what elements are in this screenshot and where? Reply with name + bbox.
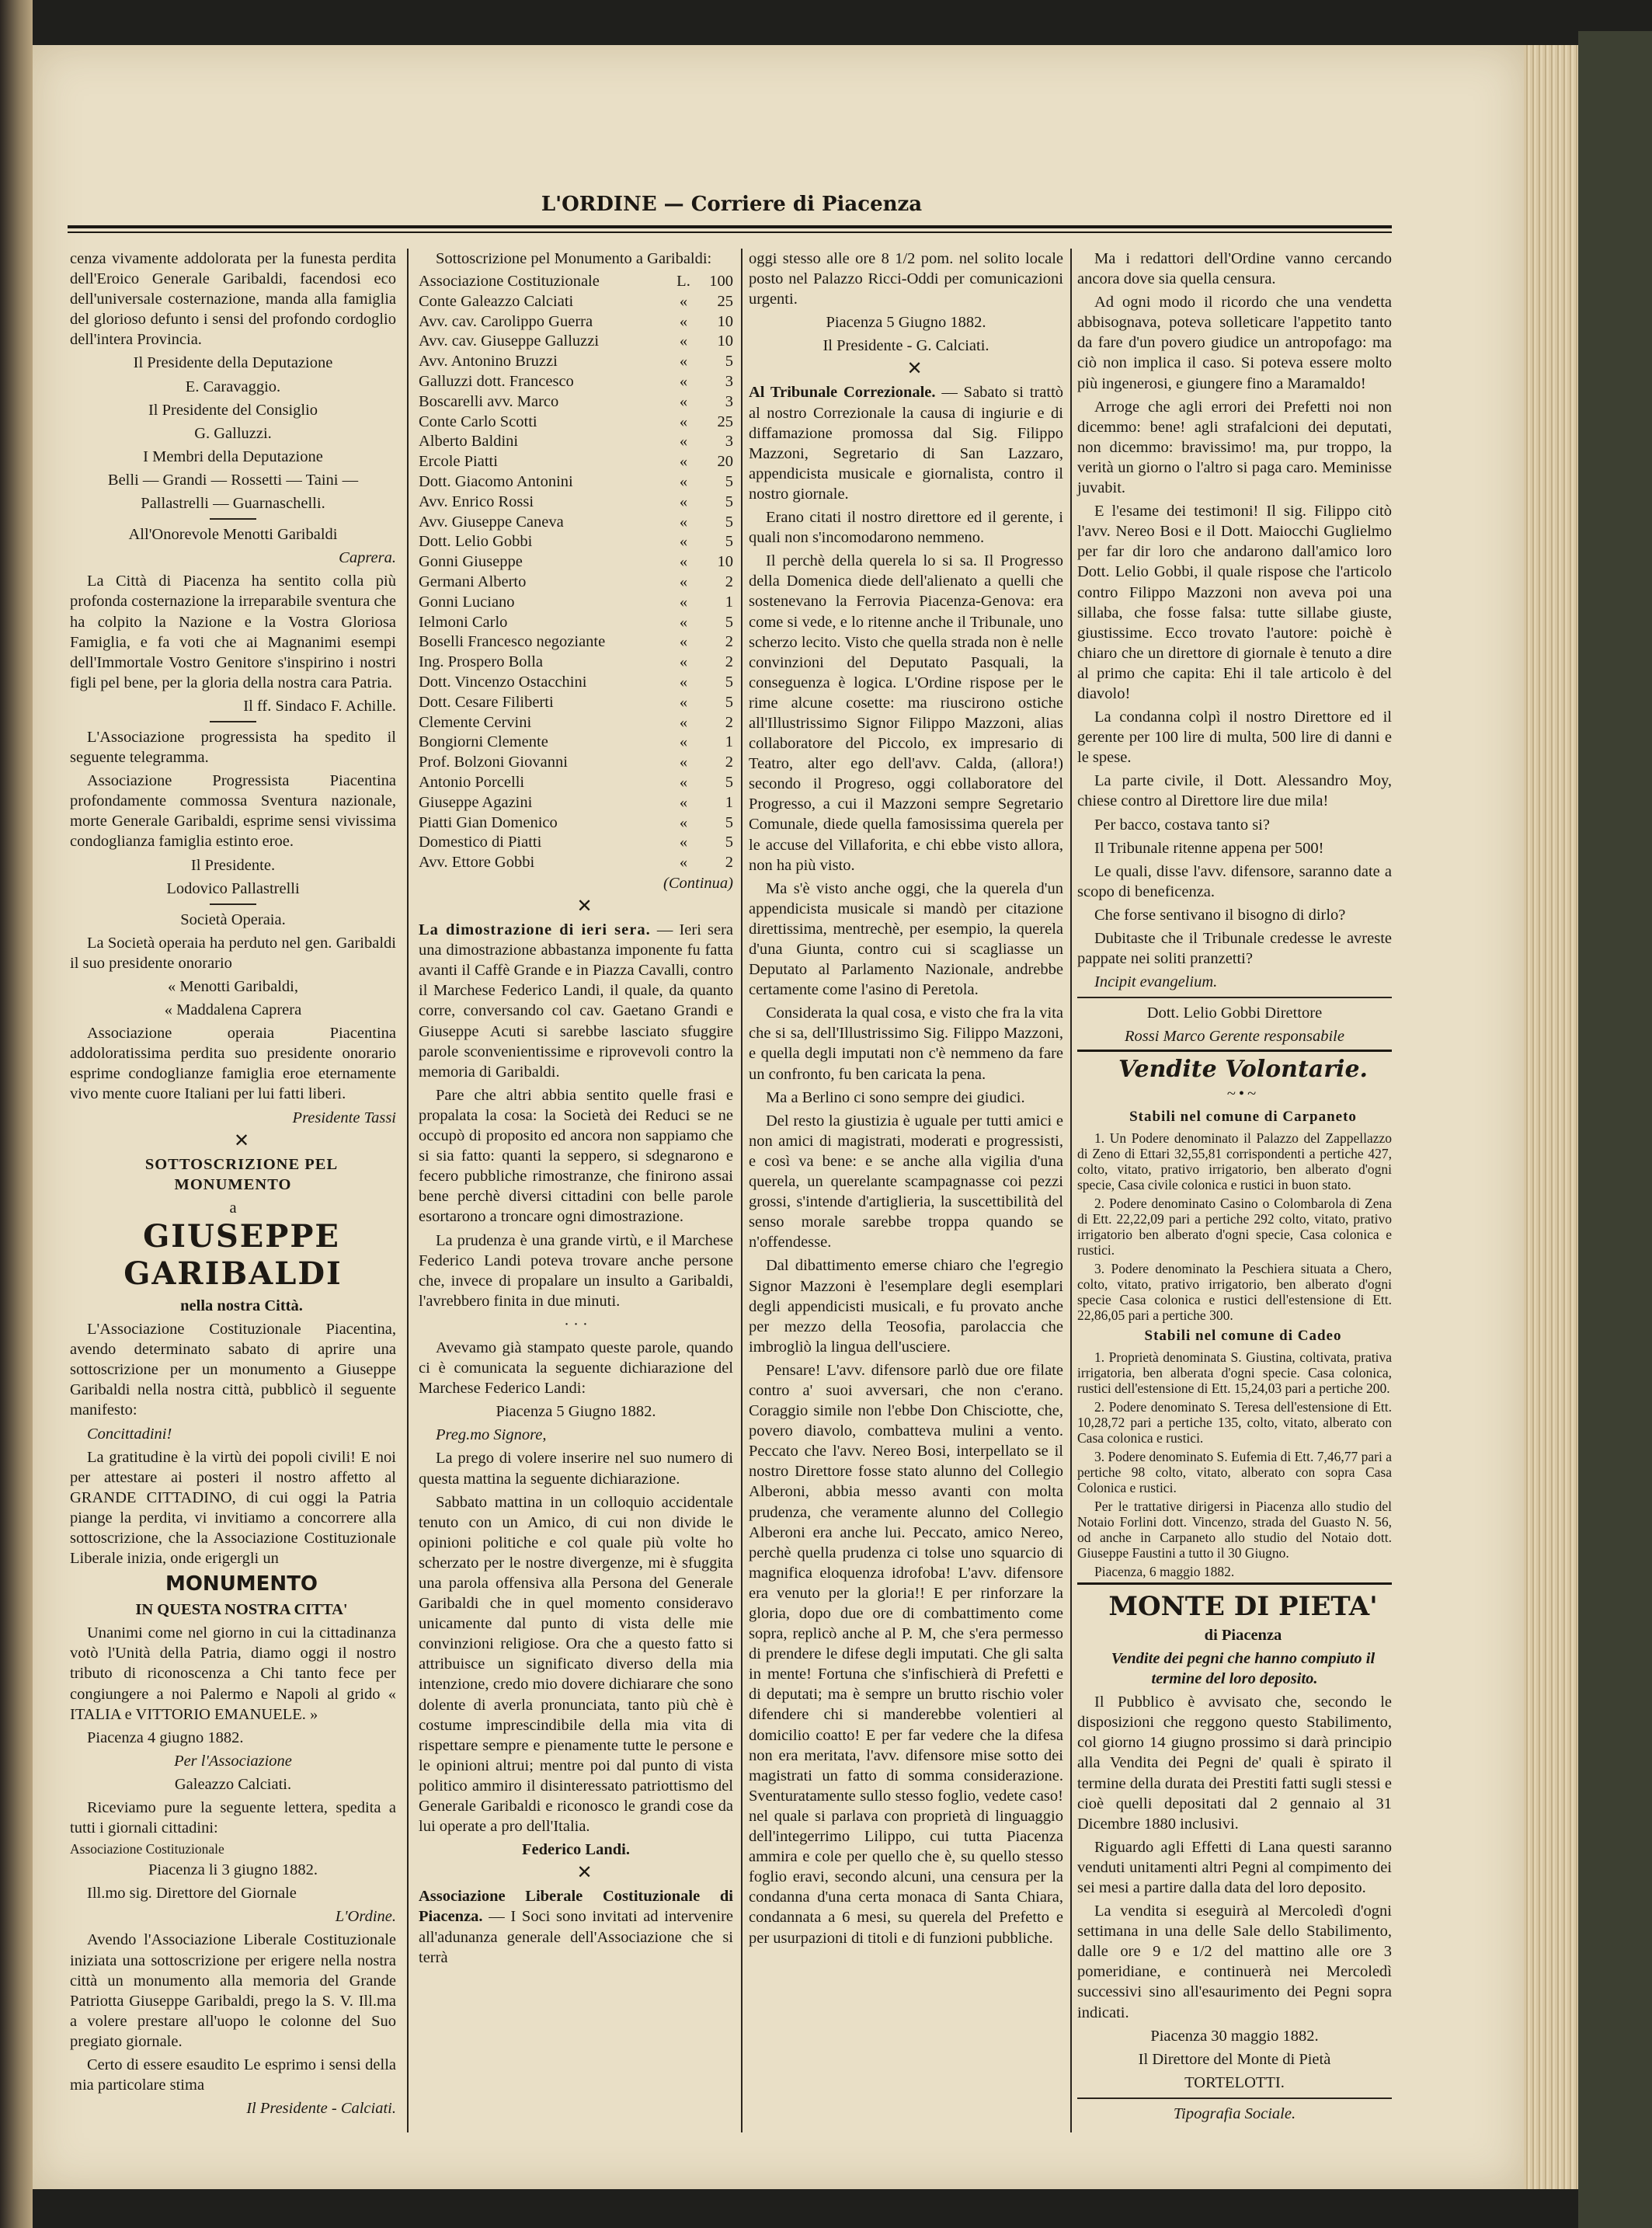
currency-mark: « bbox=[679, 453, 688, 471]
subscriber-name: Giuseppe Agazini bbox=[419, 793, 533, 811]
paragraph: Certo di essere esaudito Le esprimo i sensi della mia particolare stima bbox=[70, 2056, 396, 2094]
amount: 1 bbox=[725, 593, 733, 611]
currency-mark: « bbox=[679, 834, 688, 851]
signature: Lodovico Pallastrelli bbox=[166, 879, 300, 897]
signature: Il ff. Sindaco F. Achille. bbox=[243, 697, 396, 715]
paragraph: Unanimi come nel giorno in cui la cittadinanza votò l'Unità della Patria, diamo oggi il nostro tributo di riconoscenza a Chi tanto fece per congiungere a noi Palermo e Napoli al grido « ITALIA e VITTORIO EMANUELE. » bbox=[70, 1624, 396, 1723]
currency-mark: « bbox=[679, 573, 688, 591]
currency-mark: « bbox=[679, 713, 688, 731]
paragraph: Le quali, disse l'avv. difensore, saranno date a scopo di beneficenza. bbox=[1077, 862, 1392, 900]
paragraph: La vendita si eseguirà al Mercoledì d'ogni settimana in una delle Sale dello Stabilimento, dalle ore 9 e 1/2 del mattino alle ore 3 pomeridiane, e continuerà nei Mercoledì successivi sino all'esaurimento dei Pegni sopra indicati. bbox=[1077, 1903, 1392, 2021]
paragraph: Riguardo agli Effetti di Lana questi saranno venduti unitamenti altri Pegni al compimento dei sei mesi a partire dalla data del loro deposito. bbox=[1077, 1838, 1392, 1896]
subscription-row bbox=[419, 352, 733, 372]
amount: 10 bbox=[717, 312, 733, 330]
subscriber-name: Avv. Giuseppe Caneva bbox=[419, 513, 564, 531]
paragraph: E l'esame dei testimoni! Il sig. Filippo citò l'avv. Nereo Bosi e il Dott. Maiocchi Guglielmo per far dir loro che andarono dall'amico loro Dott. Lelio Gobbi, il quale rispose che l'articolo contro Filippo Mazzoni non aveva poi una sillaba, che fosse falsa: tutte sillabe giuste, giustissime. Ecco trovato l'autore: poichè è chiaro che un direttore di giornale è tenuto a dire al primo che capita: Ehi il tale articolo è del diavolo! bbox=[1077, 503, 1392, 702]
subscription-row bbox=[419, 413, 733, 433]
amount: 5 bbox=[725, 834, 733, 851]
ornament: ~•~ bbox=[1226, 1084, 1260, 1102]
amount: 5 bbox=[725, 353, 733, 371]
currency-mark: « bbox=[679, 813, 688, 831]
paragraph: Incipit evangelium. bbox=[1094, 973, 1218, 991]
amount: 1 bbox=[725, 793, 733, 811]
column-divider-1 bbox=[407, 249, 409, 2132]
ad-item: 2. Podere denominato Casino o Colombarola di Zena di Ett. 22,22,09 pari a pertiche 292 colto, vitato, prativo irrigatorio ben alberato d'ogni specie, Casa colonica e rustici. bbox=[1077, 1195, 1392, 1258]
paragraph: Pare che altri abbia sentito quelle frasi e propalata la cosa: la Società dei Reduci se ne occupò di proposito ed ancora non sappiamo che si sia fatto: quanti la seppero, si sdegnarono e fecero pubbliche rimostranze, che finirono assai bene perchè diversi cittadini con belle parole esortarono a troncare ogni dimostrazione. bbox=[419, 1086, 733, 1226]
paragraph: Considerata la qual cosa, e visto che fra la vita che si sa, dell'Illustrissimo Sig. Filippo Mazzoni, e quella degli imputati non c'è nemmeno da fare un confronto, fu ben caricata la pena. bbox=[749, 1004, 1063, 1083]
section-title: Società Operaia. bbox=[180, 910, 286, 928]
subscriber-name: Conte Galeazzo Calciati bbox=[419, 292, 574, 310]
quote-line: « Menotti Garibaldi, bbox=[168, 978, 298, 995]
salutation: Preg.mo Signore, bbox=[436, 1426, 547, 1444]
short-rule bbox=[210, 721, 256, 722]
ad-item: 1. Un Podere denominato il Palazzo del Zappellazzo di Zeno di Ettari 32,55,81 corrispondenti a pertiche 427, colto, vitato, prativo irrigatorio, ben alberato d'ogni specie, Casa civile colonica e rustici in buon stato. bbox=[1077, 1130, 1392, 1192]
signature: Presidente Tassi bbox=[292, 1109, 396, 1126]
currency-mark: « bbox=[679, 693, 688, 711]
currency-mark: « bbox=[679, 674, 688, 691]
signature: Pallastrelli — Guarnaschelli. bbox=[141, 495, 325, 513]
subscriber-name: Avv. cav. Carolippo Guerra bbox=[419, 312, 593, 330]
amount: 2 bbox=[725, 573, 733, 591]
signature: Il Direttore del Monte di Pietà bbox=[1138, 2050, 1331, 2068]
paragraph: Dal dibattimento emerse chiaro che l'egregio Signor Mazzoni è l'esemplare degli esemplari degli appendicisti musicali, e fu provato anche per mezzo della Teosofia, parolaccia che imbrogliò la lingua dell'usciere. bbox=[749, 1257, 1063, 1356]
subscriber-name: Clemente Cervini bbox=[419, 713, 532, 731]
column-1 bbox=[70, 249, 396, 2122]
subscriber-name: Boscarelli avv. Marco bbox=[419, 392, 559, 410]
currency-mark: « bbox=[679, 292, 688, 310]
subscription-row bbox=[419, 493, 733, 513]
paragraph: L'Associazione progressista ha spedito il seguente telegramma. bbox=[70, 728, 396, 767]
paragraph: La prego di volere inserire nel suo numero di questa mattina la seguente dichiarazione. bbox=[419, 1450, 733, 1488]
paragraph: Che forse sentivano il bisogno di dirlo? bbox=[1094, 906, 1346, 924]
subscriber-name: Dott. Vincenzo Ostacchini bbox=[419, 674, 587, 691]
ad-item: 3. Podere denominato la Peschiera situata a Chero, colto, vitato, prativo irrigatorio, ben alberato d'ogni specie Casa colonica e rustici dell'estensione di Ett. 22,86,05 pari a pertiche 300. bbox=[1077, 1260, 1392, 1323]
article-heading: Associazione Liberale Costituzionale di Piacenza. bbox=[419, 1888, 733, 1926]
signature: Il Presidente - G. Calciati. bbox=[823, 337, 989, 355]
ad-item: 1. Proprietà denominata S. Giustina, coltivata, prativa irrigatoria, ben alberata d'ogni specie. Casa colonica, rustici dell'estensione di Ett. 15,24,03 pari a pertiche 200. bbox=[1077, 1349, 1392, 1396]
subscription-row bbox=[419, 793, 733, 813]
signature-manager: Rossi Marco Gerente responsabile bbox=[1125, 1028, 1344, 1046]
currency-mark: « bbox=[679, 312, 688, 330]
amount: 5 bbox=[725, 693, 733, 711]
masthead-rule-bottom bbox=[68, 232, 1392, 233]
addressee: All'Onorevole Menotti Garibaldi bbox=[128, 526, 338, 544]
currency-mark: « bbox=[679, 553, 688, 571]
ad-subheading: di Piacenza bbox=[1204, 1626, 1282, 1644]
subscription-row bbox=[419, 573, 733, 593]
signature: Il Presidente - Calciati. bbox=[246, 2100, 396, 2118]
quote-line: « Maddalena Caprera bbox=[164, 1001, 302, 1019]
subscription-row bbox=[419, 853, 733, 873]
subscriber-name: Avv. Ettore Gobbi bbox=[419, 854, 535, 872]
currency-mark: « bbox=[679, 754, 688, 771]
currency-mark: « bbox=[679, 473, 688, 491]
paragraph: Ad ogni modo il ricordo che una vendetta abbisognava, poteva solleticare l'appetito tanto da fare d'un povero giudice un antropofago: ma ciò non implica il caso. Si poteva essere molto più ingenerosi, e giungere fino a Maramaldo! bbox=[1077, 294, 1392, 392]
paragraph: Avendo l'Associazione Liberale Costituzionale iniziata una sottoscrizione per erigere nella nostra città un monumento alla memoria del Grande Patriotta Giuseppe Garibaldi, prego la S. V. Ill.ma a volere prestare all'uopo le colonne del Suo pregiato giornale. bbox=[70, 1931, 396, 2050]
paragraph: Il Tribunale ritenne appena per 500! bbox=[1094, 839, 1324, 857]
amount: 10 bbox=[717, 332, 733, 350]
addressee: L'Ordine. bbox=[335, 1908, 396, 1926]
ad-item: Per le trattative dirigersi in Piacenza allo studio del Notaio Forlini dott. Vincenzo, strada del Guasto N. 56, od anche in Carpaneto allo studio del Notaio dott. Giuseppe Faustini a tutto il 30 Giugno. bbox=[1077, 1498, 1392, 1561]
subscription-row bbox=[419, 713, 733, 733]
column-divider-2 bbox=[741, 249, 743, 2132]
subscription-list bbox=[419, 272, 733, 873]
subscription-row bbox=[419, 833, 733, 853]
amount: 5 bbox=[725, 813, 733, 831]
subscriber-name: Avv. Enrico Rossi bbox=[419, 493, 534, 510]
subheading: nella nostra Città. bbox=[180, 1297, 303, 1314]
currency-mark: « bbox=[679, 854, 688, 872]
paragraph: cenza vivamente addolorata per la funesta perdita dell'Eroico Generale Garibaldi, facendosi eco dell'universale costernazione, manda alla famiglia del glorioso defunto i sensi del profondo cordoglio dell'intera Provincia. bbox=[70, 250, 396, 349]
currency-mark: « bbox=[679, 513, 688, 531]
letterhead: Associazione Costituzionale bbox=[70, 1841, 224, 1857]
signature: Per l'Associazione bbox=[174, 1752, 292, 1770]
paragraph: — Ieri sera una dimostrazione abbastanza imponente fu fatta avanti il Caffè Grande e in Piazza Cavalli, contro il Marchese Federico Landi, il quale, da quanto corre, conversando col cav. Gaetano Grandi e Giuseppe Acuti si sarebbe lasciato sfuggire parole sconvenientissime e riprovevoli contro la memoria di Garibaldi. bbox=[419, 921, 733, 1081]
amount: 5 bbox=[725, 674, 733, 691]
column-2 bbox=[419, 249, 733, 1971]
amount: 25 bbox=[717, 292, 733, 310]
printer-credit: Tipografia Sociale. bbox=[1173, 2104, 1296, 2122]
cross-separator: ✕ bbox=[576, 896, 593, 917]
subscriber-name: Prof. Bolzoni Giovanni bbox=[419, 754, 568, 771]
signature: Belli — Grandi — Rossetti — Taini — bbox=[107, 471, 359, 489]
paragraph: Il Pubblico è avvisato che, secondo le disposizioni che reggono questo Stabilimento, col giorno 14 giugno prossimo si darà principio alla Vendita dei Pegni de' quali è spirato il termine della durata dei Prestiti fatti sugli stessi e cioè quelli depositati dal 2 gennaio al 31 Dicembre 1880 inclusivi. bbox=[1077, 1694, 1392, 1833]
paragraph: oggi stesso alle ore 8 1/2 pom. nel solito locale posto nel Palazzo Ricci-Oddi per comunicazioni urgenti. bbox=[749, 250, 1063, 308]
paragraph: Associazione operaia Piacentina addoloratissima perdita suo presidente onorario esprime condoglianze famiglia eroe eternamente vivo mente cuore Italiani per lui fatti liberi. bbox=[70, 1025, 396, 1103]
currency-mark: « bbox=[679, 533, 688, 551]
subscription-row bbox=[419, 653, 733, 673]
amount: 5 bbox=[725, 774, 733, 792]
amount: 2 bbox=[725, 653, 733, 671]
paragraph: Associazione Progressista Piacentina profondamente commossa Sventura nazionale, morte Generale Garibaldi, esprime sensi vivissima condoglianza famiglia estinto eroe. bbox=[70, 772, 396, 851]
currency-mark: « bbox=[679, 653, 688, 671]
amount: 3 bbox=[725, 373, 733, 391]
subscription-row bbox=[419, 292, 733, 312]
subscriber-name: Gonni Giuseppe bbox=[419, 553, 523, 571]
heading-monumento: MONUMENTO bbox=[165, 1572, 318, 1596]
amount: 3 bbox=[725, 433, 733, 451]
ad-item: 3. Podere denominato S. Eufemia di Ett. 7,46,77 pari a pertiche 98 colto, vitato, alberato con sopra Casa Colonica e rustici. bbox=[1077, 1448, 1392, 1495]
currency-mark: « bbox=[679, 633, 688, 651]
paragraph: La parte civile, il Dott. Alessandro Moy, chiese contro al Direttore lire due mila! bbox=[1077, 772, 1392, 810]
subscriber-name: Dott. Giacomo Antonini bbox=[419, 473, 573, 491]
paragraph: Avevamo già stampato queste parole, quando ci è comunicata la seguente dichiarazione del Marchese Federico Landi: bbox=[419, 1339, 733, 1398]
short-rule bbox=[210, 518, 256, 520]
signature: TORTELOTTI. bbox=[1184, 2073, 1285, 2091]
heading-small: a bbox=[229, 1199, 237, 1217]
salutation: Concittadini! bbox=[87, 1425, 172, 1443]
paragraph: Arroge che agli errori dei Prefetti noi non dicemmo: bene! agli strafalcioni dei deputati, non dicemmo: bravissimo! ma, pur troppo, la verità un giorno o l'altro si paga caro. Meminisse juvabit. bbox=[1077, 398, 1392, 497]
subscriber-name: Bongiorni Clemente bbox=[419, 733, 548, 751]
book-spine-left bbox=[0, 0, 33, 2228]
subscriber-name: Boselli Francesco negoziante bbox=[419, 633, 606, 651]
heading: SOTTOSCRIZIONE PEL MONUMENTO bbox=[144, 1155, 339, 1193]
amount: 2 bbox=[725, 633, 733, 651]
continued-note: (Continua) bbox=[663, 875, 733, 892]
currency-mark: « bbox=[679, 433, 688, 451]
ad-subheading: Vendite dei pegni che hanno compiuto il termine del loro deposito. bbox=[1111, 1649, 1376, 1688]
column-3 bbox=[749, 249, 1063, 1951]
paragraph: Dubitaste che il Tribunale credesse le avreste pappate nei soliti pranzetti? bbox=[1077, 930, 1392, 968]
addressee-place: Caprera. bbox=[339, 549, 396, 567]
signature-director: Dott. Lelio Gobbi Direttore bbox=[1146, 1004, 1323, 1022]
subscriber-name: Avv. cav. Giuseppe Galluzzi bbox=[419, 332, 600, 350]
amount: 2 bbox=[725, 754, 733, 771]
book-cover-board bbox=[1578, 31, 1652, 2228]
subscriber-name: Ielmoni Carlo bbox=[419, 613, 508, 631]
currency-mark: « bbox=[679, 613, 688, 631]
signature: Federico Landi. bbox=[522, 1841, 630, 1859]
subscription-row bbox=[419, 632, 733, 653]
subscription-row bbox=[419, 472, 733, 493]
amount: 2 bbox=[725, 854, 733, 872]
ad-item: 2. Podere denominato S. Teresa dell'estensione di Ett. 10,28,72 pari a pertiche 135, colto, vitato, alberato con Casa colonica e rustici. bbox=[1077, 1398, 1392, 1446]
paragraph: La condanna colpì il nostro Direttore ed il gerente per 100 lire di multa, 500 lire di danni e le spese. bbox=[1077, 708, 1392, 767]
subscriber-name: Ercole Piatti bbox=[419, 453, 498, 471]
subscriber-name: Gonni Luciano bbox=[419, 593, 515, 611]
currency-mark: « bbox=[679, 774, 688, 792]
subscriber-name: Domestico di Piatti bbox=[419, 834, 542, 851]
paragraph: Pensare! L'avv. difensore parlò due ore filate contro a' suoi avversari, che non c'erano. Coraggio simile non l'ebbe Don Chisciotte, che, povero diavolo, combatteva mulini a vento. Peccato che l'avv. Nereo Bosi, interpellato se il nostro Direttore fosse stato alunno del Collegio Alberoni, abbia messo avanti con molta prudenza, che veramente alunno del Collegio Alberoni era anche lui. Peccato, amico Nereo, perchè quella prudenza ci tolse uno squarcio di magnifica eloquenza idrofoba! L'avv. difensore era venuto per la gloria!! E per rinforzare la gloria, dopo due ore di combattimento come sopra, replicò anche al P. M, che s'era permesso di prendere le difese degli imputati. Che gli salta in mente! Fortuna che s'infischierà di Prefetti e di deputati; ma è sempre un brutto rischio voler difendere chi si manderebbe volentieri al domicilio coatto! E per far vedere che la difesa non era meritata, l'avv. difensore mise sotto dei magistrati un fatto di somma considerazione. Sventuratamente sullo stesso foglio, vedete caso! nel quale si parlava con proprietà di linguaggio dell'integerrimo Lilippo, cui tutta Piacenza ammira e cole per quello che è, su quello stesso foglio eravi, secondo alcuni, una censura per la condanna d'una certa monaca di Santa Chiara, condannata a 6 mesi, su querela del Prefetto e per usurpazioni di titoli e di funzioni pubbliche. bbox=[749, 1361, 1063, 1947]
page-edges bbox=[1524, 45, 1578, 2189]
currency-mark: « bbox=[679, 353, 688, 371]
dateline: Piacenza li 3 giugno 1882. bbox=[148, 1861, 318, 1879]
paragraph: Per bacco, costava tanto si? bbox=[1094, 816, 1270, 834]
paragraph: La prudenza è una grande virtù, e il Marchese Federico Landi poteva trovare anche persone che, invece di propalare un insulto a Garibaldi, l'avrebbero finita in due minuti. bbox=[419, 1231, 733, 1310]
subscription-row bbox=[419, 372, 733, 392]
paragraph: — I Soci sono invitati ad intervenire all'adunanza generale dell'Associazione che si terrà bbox=[419, 1908, 734, 1966]
paragraph: Ma i redattori dell'Ordine vanno cercando ancora dove sia quella censura. bbox=[1077, 250, 1392, 288]
amount: 5 bbox=[725, 473, 733, 491]
currency-mark: « bbox=[679, 793, 688, 811]
paragraph: Ma s'è visto anche oggi, che la querela d'un appendicista musicale si mandò per citazione direttissima, mentrechè, per esempio, la querela d'una Giunta, contro cui si scagliasse un Deputato al Parlamento Nazionale, andrebbe certamente come l'asino di Peretola. bbox=[749, 879, 1063, 999]
currency-mark: « bbox=[679, 593, 688, 611]
signature: E. Caravaggio. bbox=[185, 378, 281, 395]
subscriber-name: Avv. Antonino Bruzzi bbox=[419, 353, 558, 371]
subscription-row bbox=[419, 312, 733, 332]
ad-heading-vendite: Vendite Volontarie. bbox=[1077, 1050, 1392, 1080]
amount: 5 bbox=[725, 613, 733, 631]
subscription-row bbox=[419, 392, 733, 413]
paragraph: Ma a Berlino ci sono sempre dei giudici. bbox=[766, 1088, 1025, 1106]
amount: 3 bbox=[725, 392, 733, 410]
currency-mark: « bbox=[679, 733, 688, 751]
currency-mark: « bbox=[679, 392, 688, 410]
subscriber-name: Dott. Cesare Filiberti bbox=[419, 693, 554, 711]
paragraph: — Sabato si trattò al nostro Correzionale la causa di ingiurie e di diffamazione promossa dal Sig. Filippo Mazzoni, Segretario di San Lazzaro, appendicista musicale e giornalista, contro il nostro giornale. bbox=[749, 384, 1064, 503]
subscription-row bbox=[419, 673, 733, 693]
separator-dots: · · · bbox=[564, 1315, 588, 1333]
amount: 5 bbox=[725, 533, 733, 551]
subheading: IN QUESTA NOSTRA CITTA' bbox=[135, 1601, 348, 1619]
amount: 25 bbox=[717, 413, 733, 430]
article-heading: La dimostrazione di ieri sera. bbox=[419, 921, 651, 939]
masthead: L'ORDINE — Corriere di Piacenza bbox=[541, 193, 923, 216]
subscription-row bbox=[419, 813, 733, 834]
amount: 5 bbox=[725, 493, 733, 510]
subscriber-name: Piatti Gian Domenico bbox=[419, 813, 558, 831]
paragraph: L'Associazione Costituzionale Piacentina, avendo determinato sabato di aprire una sottoscrizione per un monumento a Giuseppe Garibaldi nella nostra città, pubblicò il seguente manifesto: bbox=[70, 1321, 396, 1419]
dateline: Piacenza 5 Giugno 1882. bbox=[496, 1403, 656, 1421]
column-4 bbox=[1077, 249, 1392, 2127]
amount: 1 bbox=[725, 733, 733, 751]
subscriber-name: Ing. Prospero Bolla bbox=[419, 653, 543, 671]
subscription-row bbox=[419, 532, 733, 552]
masthead-rule-top bbox=[68, 225, 1392, 228]
rule bbox=[1077, 997, 1392, 998]
subscription-row bbox=[419, 452, 733, 472]
newspaper-page bbox=[33, 45, 1524, 2189]
paragraph: Riceviamo pure la seguente lettera, spedita a tutti i giornali cittadini: bbox=[70, 1799, 396, 1837]
dateline: Piacenza 30 maggio 1882. bbox=[1150, 2027, 1319, 2045]
subscription-row bbox=[419, 733, 733, 753]
ad-subheading: Stabili nel comune di Cadeo bbox=[1144, 1327, 1342, 1344]
paragraph: La Città di Piacenza ha sentito colla più profonda costernazione la irreparabile sventura che ha colpito la Nazione e la Vostra Gloriosa Famiglia, e fa voti che ai Magnanimi esempi dell'Immortale Vostro Genitore s'inspirino i nostri figli pel bene, per la gloria della nostra cara Patria. bbox=[70, 573, 396, 691]
subscription-row bbox=[419, 593, 733, 613]
subscription-row bbox=[419, 432, 733, 452]
subscription-row bbox=[419, 552, 733, 573]
heading-large: GIUSEPPE GARIBALDI bbox=[123, 1217, 343, 1292]
subscriber-name: Dott. Lelio Gobbi bbox=[419, 533, 533, 551]
subscription-row bbox=[419, 513, 733, 533]
paragraph: Sottoscrizione pel Monumento a Garibaldi: bbox=[436, 250, 712, 267]
paragraph: Sabbato mattina in un colloquio accidentale tenuto con un Amico, di cui non divide le opinioni politiche e col quale più volte ho scherzato per le nostre divergenze, mi è sfuggita una parola offensiva alla Persona del Generale Garibaldi che in quel momento consideravo unicamente dal punto di vista delle mie convinzioni religiose. Ora che a questo fatto si attribuisce un significato diverso della mia intenzione, credo mio dovere dichiarare che sono dolente di averla pronunciata, tanto più chè è costume imprescindibile della mia vita di rispettare sempre e pienamente tutte le persone e le opinioni altrui; mentre poi dal punto di vista politico ammiro il disinteressato patriottismo del Generale Garibaldi e riconosco le grandi cose da lui operate a pro dell'Italia. bbox=[419, 1493, 733, 1836]
signature: I Membri della Deputazione bbox=[143, 447, 323, 465]
paragraph: Erano citati il nostro direttore ed il gerente, i quali non s'incomodarono nemmeno. bbox=[749, 509, 1063, 547]
signature: Galeazzo Calciati. bbox=[174, 1775, 292, 1793]
addressee: Ill.mo sig. Direttore del Giornale bbox=[87, 1885, 297, 1903]
currency-mark: L. bbox=[676, 273, 690, 291]
ad-dateline: Piacenza, 6 maggio 1882. bbox=[1094, 1563, 1235, 1579]
cross-separator: ✕ bbox=[906, 359, 923, 380]
subscriber-name: Galluzzi dott. Francesco bbox=[419, 373, 574, 391]
cross-separator: ✕ bbox=[576, 1863, 593, 1884]
article-heading: Al Tribunale Correzionale. bbox=[749, 384, 936, 402]
subscription-row bbox=[419, 773, 733, 793]
amount: 10 bbox=[717, 553, 733, 571]
paragraph: La gratitudine è la virtù dei popoli civili! E noi per attestare ai posteri il nostro affetto al GRANDE CITTADINO, di cui oggi la Patria piange la perdita, vi invitiamo a concorrere alla sottoscrizione, che la Associazione Costituzionale Liberale inizia, onde erigergli un bbox=[70, 1448, 396, 1568]
signature: Il Presidente della Deputazione bbox=[133, 354, 333, 372]
amount: 5 bbox=[725, 513, 733, 531]
currency-mark: « bbox=[679, 493, 688, 510]
ad-subheading: Stabili nel comune di Carpaneto bbox=[1129, 1108, 1357, 1125]
subscription-row bbox=[419, 693, 733, 713]
amount: 100 bbox=[709, 273, 733, 291]
dateline: Piacenza 5 Giugno 1882. bbox=[826, 314, 986, 332]
paragraph: La Società operaia ha perduto nel gen. Garibaldi il suo presidente onorario bbox=[70, 934, 396, 972]
subscriber-name: Alberto Baldini bbox=[419, 433, 519, 451]
subscriber-name: Associazione Costituzionale bbox=[419, 273, 600, 291]
ad-heading-monte: MONTE DI PIETA' bbox=[1077, 1582, 1392, 1622]
signature: Il Presidente. bbox=[190, 856, 276, 874]
subscriber-name: Conte Carlo Scotti bbox=[419, 413, 537, 430]
amount: 20 bbox=[717, 453, 733, 471]
signature: Il Presidente del Consiglio bbox=[148, 401, 318, 419]
subscription-row bbox=[419, 613, 733, 633]
paragraph: Del resto la giustizia è uguale per tutti amici e non amici di magistrati, moderati e progressisti, e così va bene: e se anche alla vigilia d'una querela, un querelante scampagnasse coi pezzi grossi, s'intende d'artiglieria, la suscettibilità del senso morale sarebbe troppa quando se n'offendesse. bbox=[749, 1112, 1063, 1252]
currency-mark: « bbox=[679, 413, 688, 430]
rule bbox=[1077, 2097, 1392, 2099]
subscription-row bbox=[419, 753, 733, 773]
subscription-row bbox=[419, 332, 733, 352]
signature: G. Galluzzi. bbox=[194, 424, 272, 442]
short-rule bbox=[210, 903, 256, 905]
currency-mark: « bbox=[679, 332, 688, 350]
cross-separator: ✕ bbox=[233, 1130, 250, 1151]
paragraph: Il perchè della querela lo si sa. Il Progresso della Domenica diede dell'alienato a quelli che sostenevano la Ferrovia Piacenza-Genova: era come si vede, e lo ritenne anche il Tribunale, uno scherzo lecito. Visto che quella strada non è nelle convinzioni del Deputato Pasquali, la conseguenza è logica. L'Ordine rispose per le rime alcune cosette: ma riuscirono ostiche all'Illustrissimo Signor Filippo Mazzoni, alias collaboratore del Piccolo, ex impresario di Teatro, alter ego dell'avv. Calda, (allora!) secondo il Progreso, oggi collaboratore del Progresso, a cui il Mazzoni sempre Segretario Comunale, diede quella famosissima querela per le accuse del Villaforita, e chi ebbe visto allora, non ha più visto. bbox=[749, 552, 1063, 874]
subscriber-name: Antonio Porcelli bbox=[419, 774, 525, 792]
subscriber-name: Germani Alberto bbox=[419, 573, 527, 591]
dateline: Piacenza 4 giugno 1882. bbox=[87, 1728, 244, 1746]
subscription-row bbox=[419, 272, 733, 292]
amount: 2 bbox=[725, 713, 733, 731]
column-divider-3 bbox=[1070, 249, 1072, 2132]
currency-mark: « bbox=[679, 373, 688, 391]
